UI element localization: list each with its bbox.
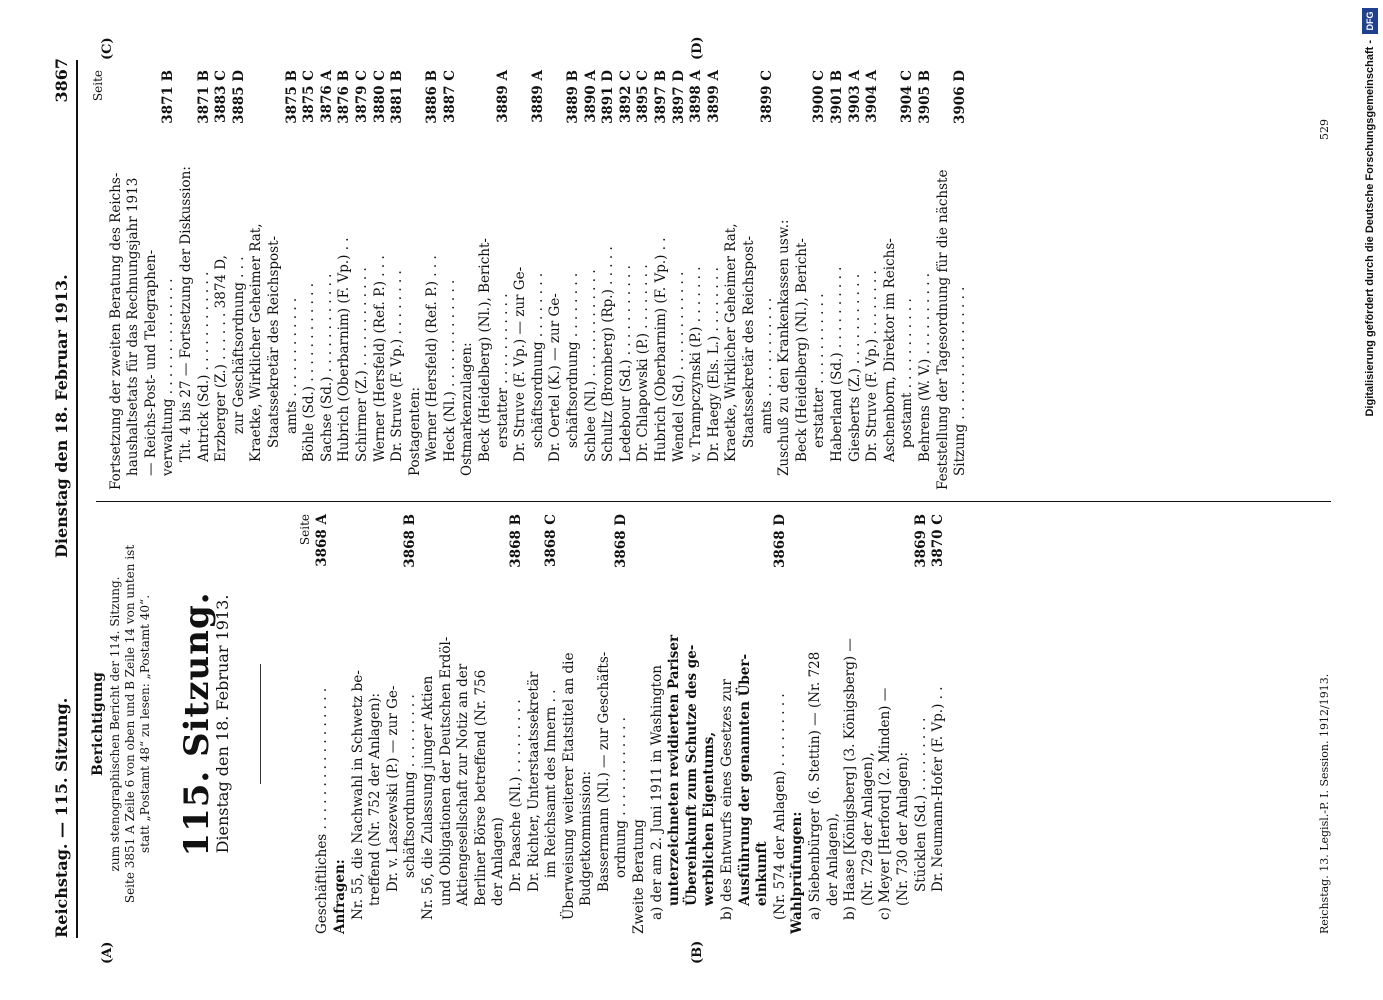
contents-entry [213,70,231,490]
contents-entry [336,70,354,490]
contents-entry [917,70,935,490]
entry-text: — Reichs-Post- und Telegraphen- [142,249,159,476]
entry-text: Staatssekretär des Reichspost- [740,235,757,448]
correction-line: zum stenographischen Bericht der 114. Sitzung. [107,576,122,872]
contents-entry [706,70,724,490]
entry-text: Geschäftliches . . . . . . . . . . . . . . . . . [314,687,331,934]
header-rule [76,60,78,938]
column-divider [96,501,1331,502]
session-title: 115. Sitzung. [176,591,217,857]
entry-text: b) Haase [Königsberg] (3. Königsberg) — [842,638,859,920]
entry-page-ref: 3891 D [600,70,617,124]
entry-text: Feststellung der Tagesordnung für die nächste [934,169,951,490]
contents-entry [389,70,407,490]
contents-entry [350,514,368,934]
running-header [52,58,76,938]
contents-entry [671,70,689,490]
entry-text: Giesberts (Z.) . . . . . . . . . . . [846,273,863,462]
contents-entry [420,514,438,934]
entry-text: Ostmarkenzulagen: [459,342,476,476]
contents-entry [178,70,196,490]
contents-entry [578,514,596,934]
entry-page-ref: 3868 A [314,514,331,567]
entry-page-ref: 3890 A [582,70,599,123]
contents-entry [248,70,266,490]
entry-page-ref: 3870 C [930,514,947,568]
contents-entry [332,514,350,934]
contents-entry [895,514,913,934]
entry-text: Übereinkunft zum Schutze des ge- [683,644,700,906]
entry-text: Anfragen: [331,859,348,934]
entry-text: Dr. Struve (F. Vp.) . . . . . . . . [864,270,881,462]
entry-page-ref: 3868 D [613,514,630,568]
left-contents-list [314,514,947,934]
entry-text: (Nr. 730 der Anlagen): [894,751,911,906]
entry-text: schäftsordnung . . . . . . . . [529,272,546,448]
contents-entry [583,70,601,490]
entry-page-ref: 3901 B [828,70,845,124]
entry-page-ref: 3889 A [494,70,511,123]
entry-text: a) der am 2. Juni 1911 in Washington [648,665,665,920]
entry-page-ref: 3899 C [758,70,775,124]
contents-entry [402,514,420,934]
entry-page-ref: 3868 B [402,514,419,568]
entry-page-ref: 3905 B [916,70,933,124]
contents-entry [512,70,530,490]
contents-entry [688,70,706,490]
contents-entry [266,70,284,490]
contents-entry [935,70,953,490]
entry-text: schäftsordnung . . . . . . . . [565,272,582,448]
entry-text: Tit. 4 bis 27 — Fortsetzung der Diskussion: [177,166,194,462]
entry-page-ref: 3892 C [617,70,634,124]
contents-entry [530,70,548,490]
entry-text: Nr. 55, die Nachwahl in Schwetz be- [349,670,366,920]
entry-text: unterzeichneten revidierten Pariser [666,634,683,906]
contents-entry [319,70,337,490]
contents-entry [776,70,794,490]
entry-text: Dr. v. Laszewski (P.) — zur Ge- [384,685,401,892]
entry-text: Dr. Haegy (Els. L.) . . . . . . . . [705,267,722,462]
entry-page-ref: 3879 C [353,70,370,124]
entry-text: Wendel (Sd.) . . . . . . . . . . . . [670,271,687,462]
entry-text: Dr. Struve (F. Vp.) . . . . . . . . [389,270,406,462]
right-contents-list [108,70,970,490]
entry-text: Werner (Hersfeld) (Ref. P.) . . . [424,255,441,462]
entry-page-ref: 3886 B [424,70,441,124]
contents-entry [438,514,456,934]
entry-text: Dr. Paasche (Nl.) . . . . . . . . . [507,699,524,892]
contents-entry [913,514,931,934]
entry-page-ref: 3898 A [688,70,705,123]
entry-page-ref: 3875 C [301,70,318,124]
contents-entry [508,514,526,934]
contents-entry [754,514,772,934]
right-column [90,70,970,490]
entry-text: Behrens (W. V.) . . . . . . . . . . [916,272,933,462]
contents-entry [842,514,860,934]
entry-text: amts . . . . . . . . . . . . [758,297,775,434]
contents-entry [618,70,636,490]
footer-signature: 529 [1318,119,1331,140]
entry-page-ref: 3889 B [565,70,582,124]
entry-text: einkunft [754,841,771,906]
contents-entry [649,514,667,934]
entry-text: amts . . . . . . . . . . . . [283,297,300,434]
entry-text: Werner (Hersfeld) (Ref. P.) . . . [371,255,388,462]
contents-entry [719,514,737,934]
contents-entry [284,70,302,490]
contents-entry [547,70,565,490]
entry-text: postamt . . . . . . . . . . . [899,298,916,448]
contents-entry [772,514,790,934]
contents-entry [495,70,513,490]
contents-entry [561,514,579,934]
entry-page-ref: 3881 B [389,70,406,124]
entry-page-ref: 3871 B [195,70,212,124]
contents-entry [125,70,143,490]
contents-entry [372,70,390,490]
entry-page-ref: 3871 B [160,70,177,124]
entry-text: zur Geschäftsordnung . . . [230,256,247,434]
entry-text: Hubrich (Oberbarnim) (F. Vp.) . . [653,237,669,462]
margin-label-d: (D) [690,36,705,60]
left-column [90,514,948,934]
entry-text: Stücklen (Sd.) . . . . . . . . . [912,717,929,892]
contents-entry [600,70,618,490]
entry-page-ref: 3906 D [952,70,969,124]
entry-text: Fortsetzung der zweiten Beratung des Reichs- [107,172,124,490]
entry-page-ref: 3876 A [318,70,335,123]
correction-title: Berichtigung [90,672,106,776]
entry-text: Bassermann (Nl.) — zur Geschäfts- [595,651,612,892]
entry-page-ref: 3900 C [811,70,828,124]
contents-entry [829,70,847,490]
entry-text: Aktiengesellschaft zur Notiz an der [455,663,472,906]
contents-entry [565,70,583,490]
entry-text: Kraetke, Wirklicher Geheimer Rat, [723,223,740,462]
entry-text: Zweite Beratung [631,819,648,934]
contents-entry [825,514,843,934]
entry-text: Postagenten: [406,386,423,476]
contents-entry [899,70,917,490]
entry-text: erstatter . . . . . . . . . . . [811,293,828,448]
entry-page-ref: 3868 D [771,514,788,568]
entry-page-ref: 3899 A [705,70,722,123]
entry-text: Beck (Heidelberg) (Nl.), Bericht- [793,238,810,462]
entry-page-ref: 3875 B [283,70,300,124]
entry-text: Heck (Nl.) . . . . . . . . . . . . . [441,279,458,462]
contents-entry [635,70,653,490]
contents-entry [108,70,126,490]
entry-text: Dr. Oertel (K.) — zur Ge- [547,293,564,462]
dfg-credit [1360,0,1382,1000]
entry-text: (Nr. 729 der Anlagen), [859,752,876,906]
contents-entry [811,70,829,490]
entry-text: Berliner Börse betreffend (Nr. 756 [472,669,489,906]
contents-entry [354,70,372,490]
contents-entry [864,70,882,490]
margin-label-a: (A) [100,941,115,964]
contents-entry [160,70,178,490]
entry-text: verwaltung . . . . . . . . . . . . . . [160,278,177,476]
entry-text: v. Trampczynski (P.) . . . . . . . [688,266,705,462]
contents-entry [143,70,161,490]
entry-text: im Reichsamt des Innern . . [543,689,560,878]
entry-text: der Anlagen) [490,817,507,906]
entry-text: Ausführung der genannten Über- [736,653,753,906]
entry-text: werblichen Eigentums, [701,731,718,906]
entry-text: treffend (Nr. 752 der Anlagen): [367,692,384,906]
entry-text: Beck (Heidelberg) (Nl.), Bericht- [477,238,494,462]
entry-page-ref: 3876 B [336,70,353,124]
entry-page-ref: 3903 A [846,70,863,123]
contents-entry [701,514,719,934]
header-center: Dienstag den 18. Februar 1913. [52,274,71,558]
contents-entry [794,70,812,490]
contents-entry [882,70,900,490]
entry-text: Zuschuß zu den Krankenkassen usw.: [776,219,793,476]
entry-text: Aschenborn, Direktor im Reichs- [881,238,898,462]
contents-entry [526,514,544,934]
entry-text: Schirmer (Z.) . . . . . . . . . . . . [353,267,370,462]
contents-entry [424,70,442,490]
contents-entry [723,70,741,490]
entry-text: Überweisung weiterer Etatstitel an die [560,652,577,920]
entry-text: c) Meyer [Herford] (2. Minden) — [877,687,894,920]
entry-text: Schlee (Nl.) . . . . . . . . . . . . . [582,269,599,462]
contents-entry [741,70,759,490]
entry-text: Schultz (Bromberg) (Rp.) . . . . . [600,246,617,462]
dfg-text: Digitalisierung gefördert durch die Deutsche Forschungsgemeinschaft - [1364,40,1376,417]
entry-text: Antrick (Sd.) . . . . . . . . . . . . [195,271,212,462]
entry-page-ref: 3885 D [230,70,247,124]
contents-entry [196,70,214,490]
entry-text: schäftsordnung . . . . . . . . . [402,694,419,878]
contents-entry [231,70,249,490]
contents-entry [301,70,319,490]
entry-text: Staatssekretär des Reichspost- [265,235,282,448]
contents-entry [459,70,477,490]
entry-text: Nr. 56, die Zulassung junger Aktien [419,675,436,920]
contents-entry [367,514,385,934]
contents-entry [442,70,460,490]
contents-entry [477,70,495,490]
contents-entry [684,514,702,934]
contents-entry [385,514,403,934]
contents-entry [473,514,491,934]
contents-entry [455,514,473,934]
session-date: Dienstag den 18. Februar 1913. [213,594,233,854]
entry-text: Böhle (Sd.) . . . . . . . . . . . . [301,282,318,462]
contents-entry [596,514,614,934]
entry-text: Wahlprüfungen: [789,811,806,934]
contents-entry [543,514,561,934]
contents-entry [807,514,825,934]
entry-text: Kraetke, Wirklicher Geheimer Rat, [248,223,265,462]
entry-page-ref: 3889 A [529,70,546,123]
entry-page-ref: 3883 C [213,70,230,124]
contents-entry [407,70,425,490]
entry-page-ref: 3868 C [543,514,560,568]
margin-label-b: (B) [690,940,705,964]
seite-label-right: Seite [91,70,105,102]
contents-entry [759,70,777,490]
entry-page-ref: 3895 C [635,70,652,124]
contents-entry [952,70,970,490]
contents-entry [666,514,684,934]
entry-page-ref: 3868 B [507,514,524,568]
entry-page-ref: 3880 C [371,70,388,124]
entry-text: Haberland (Sd.) . . . . . . . . . . [828,266,845,462]
contents-entry [490,514,508,934]
header-page-number: 3867 [52,58,71,103]
entry-page-ref: 3869 B [912,514,929,568]
contents-entry [653,70,671,490]
entry-page-ref: 3904 A [864,70,881,123]
contents-entry [930,514,948,934]
contents-entry [789,514,807,934]
entry-text: (Nr. 574 der Anlagen) . . . . . . . . . [771,693,788,920]
entry-page-ref: 3897 B [653,70,669,124]
correction-line: Seite 3851 A Zeile 6 von oben und B Zeile 14 von unten ist [122,544,137,904]
correction-line: statt „Postamt 48“ zu lesen: „Postamt 40“. [137,594,152,854]
entry-text: Dr. Neumann-Hofer (F. Vp.) . . [930,686,947,892]
entry-text: Dr. Chlapowski (P.) . . . . . . . . [635,264,652,462]
entry-text: Budgetkommission: [578,770,595,906]
entry-text: Sitzung . . . . . . . . . . . . . . . . [952,286,969,476]
entry-text: Hubrich (Oberbarnim) (F. Vp.) . . [336,237,353,462]
separator-rule [260,664,261,784]
entry-text: a) Siebenbürger (6. Stettin) — (Nr. 728 [807,651,823,920]
entry-text: Dr. Richter, Unterstaatssekretär [525,671,542,892]
footer-session: Reichstag. 13. Legisl.-P. I. Session. 1912/1913. [1318,673,1331,934]
header-left: Reichstag. — 115. Sitzung. [52,697,71,938]
entry-text: Sachse (Sd.) . . . . . . . . . . . . [318,273,335,462]
contents-entry [847,70,865,490]
contents-entry [631,514,649,934]
seite-label: Seite [297,514,312,546]
entry-text: ordnung . . . . . . . . . . . . [613,717,630,878]
entry-page-ref: 3904 C [899,70,916,124]
contents-entry [613,514,631,934]
entry-text: Erzberger (Z.) . . . . . . 3874 D, [213,255,230,462]
entry-text: erstatter . . . . . . . . . . . [494,293,511,448]
contents-entry [737,514,755,934]
entry-page-ref: 3897 D [670,70,687,124]
dfg-logo: DFG [1362,8,1378,34]
entry-text: haushaltsetats für das Rechnungsjahr 1913 [125,177,142,476]
margin-label-c: (C) [100,37,115,60]
entry-text: der Anlagen), [824,812,841,906]
entry-text: Ledebour (Sd.) . . . . . . . . . . . [617,265,634,462]
entry-text: b) des Entwurfs eines Gesetzes zur [719,679,736,920]
entry-page-ref: 3887 C [441,70,458,124]
entry-text: und Obligationen der Deutschen Erdöl- [437,636,454,906]
contents-entry [314,514,332,934]
contents-entry [877,514,895,934]
entry-text: Dr. Struve (F. Vp.) — zur Ge- [512,266,529,462]
contents-entry [860,514,878,934]
